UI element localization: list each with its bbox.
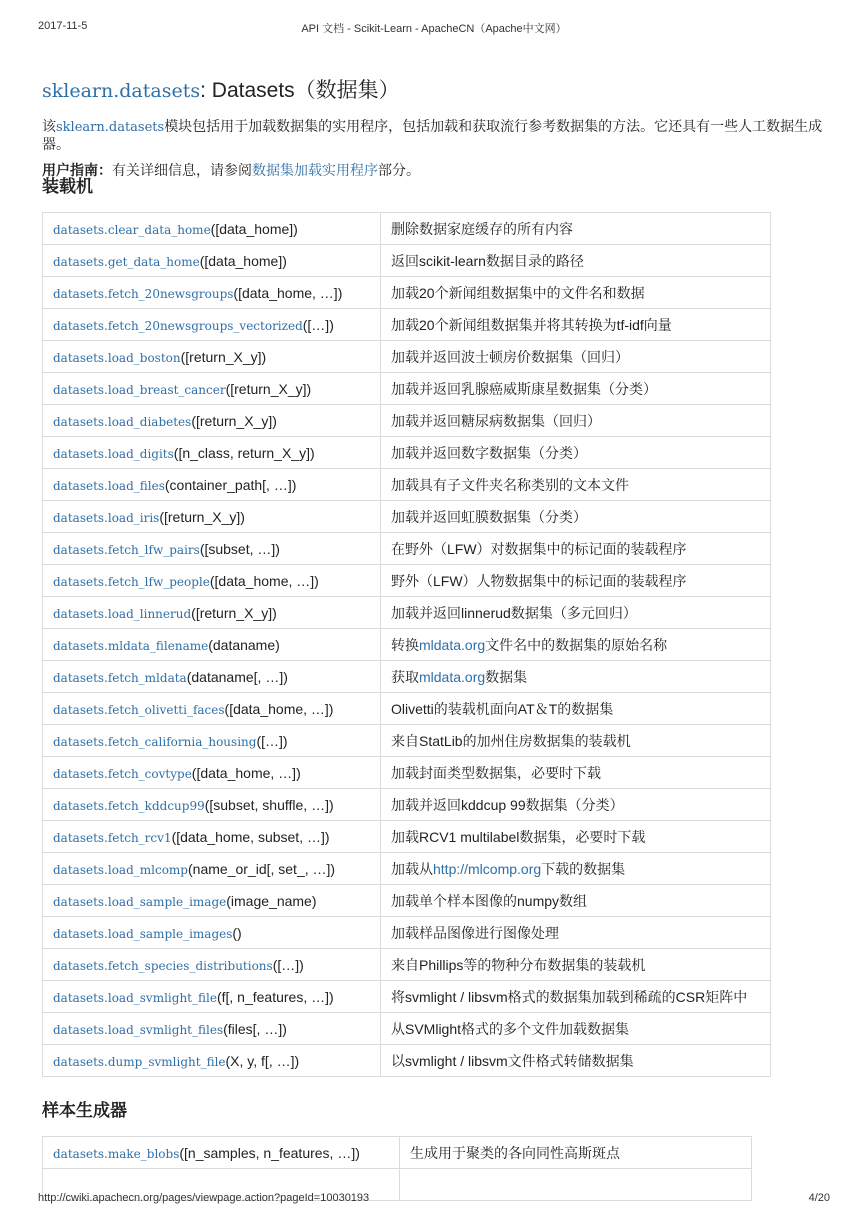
function-link[interactable]: datasets.load_mlcomp (53, 862, 188, 877)
function-cell (43, 1045, 381, 1077)
table-row (43, 437, 771, 469)
table-row (43, 629, 771, 661)
table-row (43, 789, 771, 821)
function-link[interactable]: datasets.make_blobs (53, 1146, 180, 1161)
function-args: ([data_home, …]) (224, 700, 334, 717)
function-args: ([…]) (256, 732, 288, 749)
function-link[interactable]: datasets.fetch_20newsgroups (53, 286, 234, 301)
table-row (43, 725, 771, 757)
description-cell: 加载并返回波士顿房价数据集（回归） (381, 341, 771, 373)
function-args: ([return_X_y]) (191, 412, 277, 429)
function-args: ([data_home]) (199, 252, 287, 269)
function-link[interactable]: datasets.load_digits (53, 446, 174, 461)
description-cell: 在野外（LFW）对数据集中的标记面的装载程序 (381, 533, 771, 565)
description-cell: 加载20个新闻组数据集并将其转换为tf-idf向量 (381, 309, 771, 341)
intro-paragraph: 该sklearn.datasets模块包括用于加载数据集的实用程序，包括加载和获取流行参考数据集的方法。它还具有一些人工数据生成器。 (42, 118, 823, 152)
table-row (43, 1137, 752, 1169)
table-row (43, 469, 771, 501)
function-args: ([return_X_y]) (159, 508, 245, 525)
function-args: ([data_home]) (210, 220, 298, 237)
function-cell (43, 949, 381, 981)
description-cell: 生成用于聚类的各向同性高斯斑点 (400, 1137, 752, 1169)
function-link[interactable]: datasets.get_data_home (53, 254, 200, 269)
loaders-heading: 装载机 (42, 177, 93, 196)
function-cell (43, 405, 381, 437)
function-link[interactable]: datasets.load_files (53, 478, 165, 493)
description-cell: 来自StatLib的加州住房数据集的装载机 (381, 725, 771, 757)
table-row (43, 981, 771, 1013)
description-cell: 转换mldata.org文件名中的数据集的原始名称 (381, 629, 771, 661)
description-cell: 删除数据家庭缓存的所有内容 (381, 213, 771, 245)
function-cell (43, 245, 381, 277)
function-args: (dataname) (208, 636, 280, 653)
function-args: ([subset, shuffle, …]) (204, 796, 334, 813)
function-args: ([return_X_y]) (180, 348, 267, 365)
function-link[interactable]: datasets.fetch_kddcup99 (53, 798, 205, 813)
function-cell (43, 309, 381, 341)
table-row (43, 405, 771, 437)
function-cell (43, 373, 381, 405)
function-link[interactable]: datasets.load_svmlight_files (53, 1022, 224, 1037)
description-cell: Olivetti的装载机面向AT＆T的数据集 (381, 693, 771, 725)
function-args: (files[, …]) (223, 1020, 287, 1037)
page-header (38, 20, 830, 36)
function-link[interactable]: datasets.load_sample_images (53, 926, 233, 941)
function-link[interactable]: datasets.fetch_species_distributions (53, 958, 273, 973)
function-args: () (232, 924, 242, 941)
function-link[interactable]: datasets.mldata_filename (53, 638, 209, 653)
page-number: 4/20 (808, 1192, 830, 1204)
function-args: ([n_samples, n_features, …]) (179, 1144, 360, 1161)
function-cell (43, 565, 381, 597)
description-cell: 加载并返回kddcup 99数据集（分类） (381, 789, 771, 821)
user-guide-note: 用户指南：有关详细信息，请参阅数据集加载实用程序部分。 (42, 162, 420, 178)
function-cell (43, 213, 381, 245)
description-cell: 加载从http://mlcomp.org下载的数据集 (381, 853, 771, 885)
function-link[interactable]: datasets.load_iris (53, 510, 160, 525)
table-row (43, 885, 771, 917)
description-cell: 野外（LFW）人物数据集中的标记面的装载程序 (381, 565, 771, 597)
description-cell: 将svmlight / libsvm格式的数据集加载到稀疏的CSR矩阵中 (381, 981, 771, 1013)
description-cell: 加载RCV1 multilabel数据集，必要时下载 (381, 821, 771, 853)
function-cell (43, 629, 381, 661)
description-cell: 从SVMlight格式的多个文件加载数据集 (381, 1013, 771, 1045)
function-cell (43, 533, 381, 565)
print-date: 2017-11-5 (38, 20, 88, 32)
function-args: ([…]) (302, 316, 334, 333)
function-link[interactable]: datasets.clear_data_home (53, 222, 211, 237)
table-row (43, 341, 771, 373)
function-args: ([subset, …]) (199, 540, 280, 557)
function-cell (43, 501, 381, 533)
function-args: ([return_X_y]) (225, 380, 312, 397)
description-cell: 加载具有子文件夹名称类别的文本文件 (381, 469, 771, 501)
function-args: ([data_home, subset, …]) (171, 828, 330, 845)
description-link[interactable]: http://mlcomp.org (433, 860, 542, 877)
function-cell (43, 437, 381, 469)
function-cell (43, 725, 381, 757)
module-link[interactable]: sklearn.datasets (56, 120, 165, 135)
function-args: ([data_home, …]) (233, 284, 343, 301)
function-link[interactable]: datasets.fetch_olivetti_faces (53, 702, 225, 717)
description-link[interactable]: mldata.org (419, 668, 486, 685)
function-args: (dataname[, …]) (186, 668, 288, 685)
table-row (43, 949, 771, 981)
function-cell (43, 789, 381, 821)
function-link[interactable]: datasets.fetch_mldata (53, 670, 187, 685)
function-link[interactable]: datasets.fetch_covtype (53, 766, 192, 781)
function-link[interactable]: datasets.fetch_lfw_people (53, 574, 210, 589)
description-cell: 加载并返回linnerud数据集（多元回归） (381, 597, 771, 629)
function-link[interactable]: datasets.load_breast_cancer (53, 382, 226, 397)
function-link[interactable]: datasets.load_boston (53, 350, 181, 365)
table-row (43, 917, 771, 949)
table-row (43, 565, 771, 597)
table-row (43, 309, 771, 341)
function-args: (container_path[, …]) (164, 476, 297, 493)
description-cell: 以svmlight / libsvm文件格式转储数据集 (381, 1045, 771, 1077)
function-cell (43, 853, 381, 885)
description-cell: 加载20个新闻组数据集中的文件名和数据 (381, 277, 771, 309)
description-link[interactable]: mldata.org (419, 636, 486, 653)
document-title: API 文档 - Scikit-Learn - ApacheCN（Apache中文网） (301, 23, 567, 35)
function-cell (43, 917, 381, 949)
function-link[interactable]: datasets.fetch_california_housing (53, 734, 257, 749)
table-row (43, 853, 771, 885)
description-cell: 加载并返回虹膜数据集（分类） (381, 501, 771, 533)
function-link[interactable]: datasets.load_sample_image (53, 894, 227, 909)
description-cell: 加载并返回乳腺癌威斯康星数据集（分类） (381, 373, 771, 405)
description-cell: 来自Phillips等的物种分布数据集的装载机 (381, 949, 771, 981)
function-cell (43, 693, 381, 725)
description-cell: 获取mldata.org数据集 (381, 661, 771, 693)
loaders-table (42, 212, 771, 1077)
module-name: sklearn.datasets (42, 80, 201, 102)
page-url: http://cwiki.apachecn.org/pages/viewpage.action?pageId=10030193 (38, 1192, 370, 1204)
function-cell (43, 597, 381, 629)
table-row (43, 1045, 771, 1077)
function-cell (43, 821, 381, 853)
page-footer (38, 1192, 830, 1208)
description-cell: 加载样品图像进行图像处理 (381, 917, 771, 949)
function-args: ([n_class, return_X_y]) (173, 444, 315, 461)
main-content (42, 76, 828, 1201)
function-args: ([data_home, …]) (191, 764, 301, 781)
function-link[interactable]: datasets.load_diabetes (53, 414, 192, 429)
function-link[interactable]: datasets.load_linnerud (53, 606, 192, 621)
table-row (43, 245, 771, 277)
table-row (43, 277, 771, 309)
function-cell (43, 885, 381, 917)
table-row (43, 693, 771, 725)
generators-heading: 样本生成器 (42, 1101, 127, 1120)
function-link[interactable]: datasets.fetch_20newsgroups_vectorized (53, 318, 303, 333)
description-cell: 加载封面类型数据集，必要时下载 (381, 757, 771, 789)
function-args: (f[, n_features, …]) (216, 988, 334, 1005)
function-cell (43, 277, 381, 309)
function-cell (43, 1013, 381, 1045)
function-link[interactable]: datasets.load_svmlight_file (53, 990, 217, 1005)
function-args: (name_or_id[, set_, …]) (188, 860, 336, 877)
function-args: ([data_home, …]) (209, 572, 319, 589)
table-row (43, 501, 771, 533)
table-row (43, 821, 771, 853)
page-title: sklearn.datasets: Datasets（数据集） (42, 79, 400, 102)
table-row (43, 373, 771, 405)
table-row (43, 213, 771, 245)
function-args: ([…]) (272, 956, 304, 973)
function-link[interactable]: datasets.fetch_rcv1 (53, 830, 172, 845)
function-args: (image_name) (226, 892, 317, 909)
description-cell: 加载并返回数字数据集（分类） (381, 437, 771, 469)
function-args: ([return_X_y]) (191, 604, 277, 621)
description-cell: 加载单个样本图像的numpy数组 (381, 885, 771, 917)
table-row (43, 661, 771, 693)
function-cell (43, 981, 381, 1013)
function-args: (X, y, f[, …]) (225, 1052, 300, 1069)
table-row (43, 1013, 771, 1045)
description-cell: 加载并返回糖尿病数据集（回归） (381, 405, 771, 437)
table-row (43, 597, 771, 629)
function-cell (43, 1137, 400, 1169)
function-link[interactable]: datasets.fetch_lfw_pairs (53, 542, 200, 557)
function-cell (43, 661, 381, 693)
table-row (43, 533, 771, 565)
function-cell (43, 757, 381, 789)
function-cell (43, 341, 381, 373)
table-row (43, 757, 771, 789)
user-guide-link[interactable]: 数据集加载实用程序 (252, 162, 378, 178)
description-cell: 返回scikit-learn数据目录的路径 (381, 245, 771, 277)
function-link[interactable]: datasets.dump_svmlight_file (53, 1054, 226, 1069)
function-cell (43, 469, 381, 501)
